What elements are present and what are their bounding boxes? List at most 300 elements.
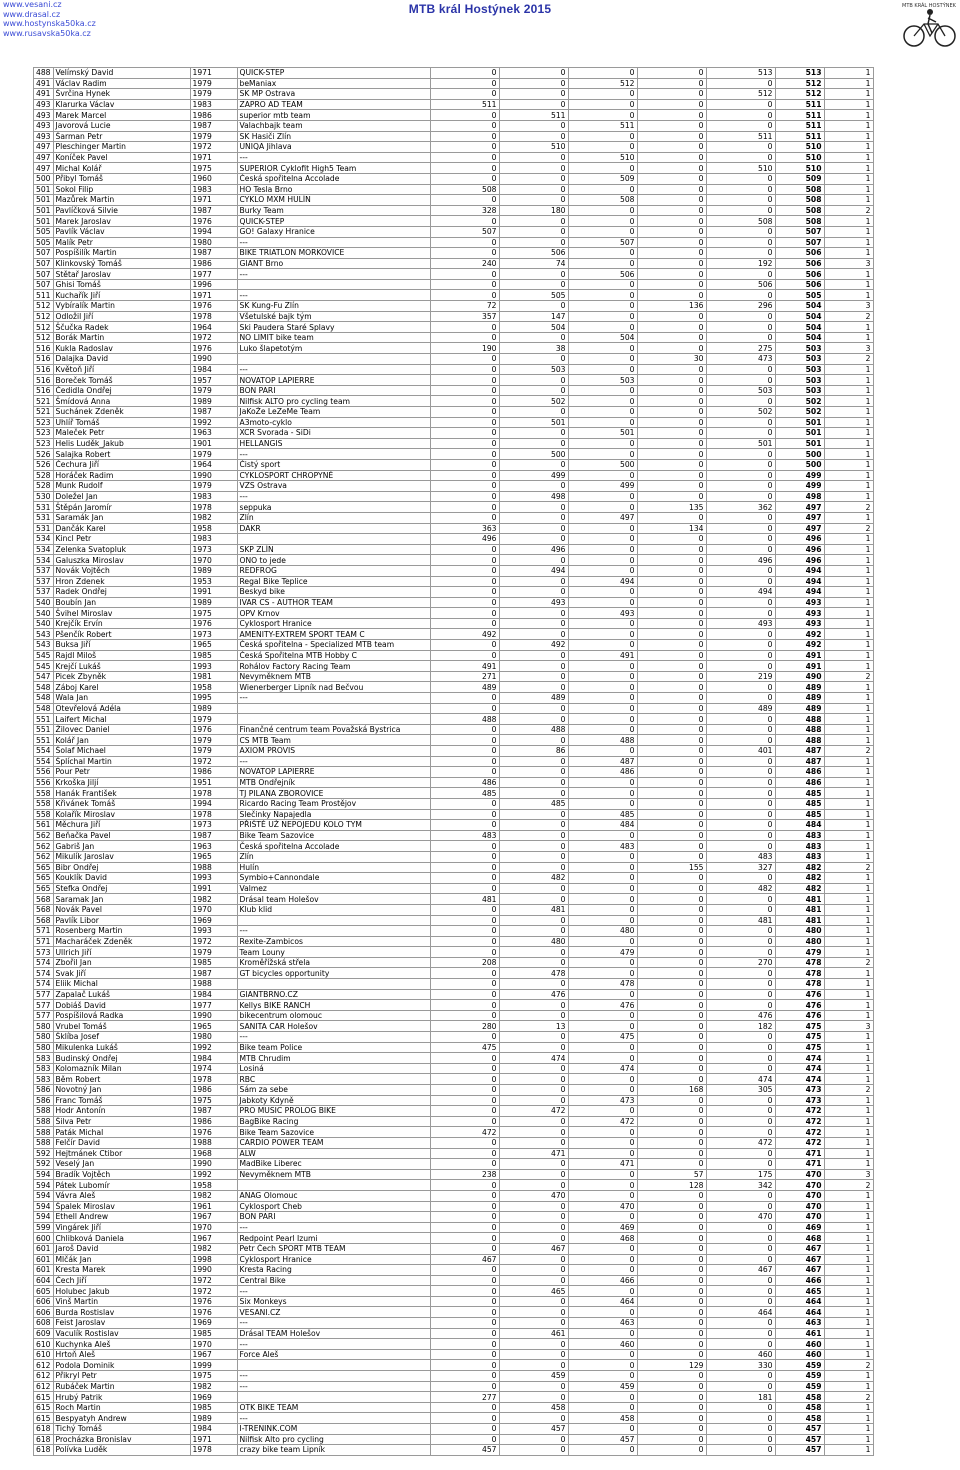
team-cell: --- [237,1381,430,1392]
year-cell: 1985 [190,1328,237,1339]
rank-cell: 615 [34,1392,54,1403]
rank-cell: 512 [34,311,54,322]
race-2-cell: 0 [499,481,568,492]
race-4-cell: 0 [637,724,706,735]
total-points-cell: 508 [775,184,824,195]
team-cell: --- [237,237,430,248]
year-cell: 1996 [190,279,237,290]
race-2-cell: 0 [499,99,568,110]
year-cell: 1970 [190,1222,237,1233]
rank-cell: 516 [34,375,54,386]
race-count-cell: 1 [824,841,873,852]
race-2-cell: 0 [499,534,568,545]
race-1-cell: 0 [430,1116,499,1127]
rank-cell: 610 [34,1339,54,1350]
race-3-cell: 472 [568,1116,637,1127]
year-cell: 1990 [190,1265,237,1276]
race-5-cell: 0 [706,735,775,746]
year-cell: 1989 [190,1413,237,1424]
team-cell: ANAG Olomouc [237,1190,430,1201]
race-count-cell: 1 [824,693,873,704]
race-2-cell: 457 [499,1424,568,1435]
race-2-cell: 0 [499,237,568,248]
table-row [34,173,874,184]
name-cell: Hrubý Patrik [53,1392,190,1403]
race-count-cell: 1 [824,290,873,301]
race-3-cell: 480 [568,926,637,937]
race-2-cell: 0 [499,682,568,693]
total-points-cell: 502 [775,407,824,418]
race-2-cell: 0 [499,1307,568,1318]
team-cell: --- [237,1413,430,1424]
race-5-cell: 0 [706,1159,775,1170]
table-row [34,428,874,439]
name-cell: Vrubel Tomáš [53,1021,190,1032]
team-cell: Drásal TEAM Holešov [237,1328,430,1339]
name-cell: Gabriš Jan [53,841,190,852]
race-2-cell: 86 [499,746,568,757]
table-row [34,534,874,545]
race-1-cell: 0 [430,396,499,407]
race-4-cell: 0 [637,1190,706,1201]
year-cell: 1973 [190,820,237,831]
race-4-cell: 0 [637,1063,706,1074]
race-1-cell: 0 [430,1413,499,1424]
race-count-cell: 1 [824,1063,873,1074]
table-row [34,1286,874,1297]
total-points-cell: 508 [775,195,824,206]
team-cell: Česká spořitelna Accolade [237,173,430,184]
race-5-cell: 0 [706,777,775,788]
name-cell: Křivánek Tomáš [53,798,190,809]
race-5-cell: 0 [706,841,775,852]
year-cell: 1958 [190,1180,237,1191]
race-1-cell: 0 [430,1180,499,1191]
name-cell: Procházka Bronislav [53,1434,190,1445]
race-1-cell: 208 [430,957,499,968]
rank-cell: 606 [34,1296,54,1307]
name-cell: Kuchařík Jiří [53,290,190,301]
table-row [34,343,874,354]
name-cell: Švihel Miroslav [53,608,190,619]
rank-cell: 493 [34,120,54,131]
race-4-cell: 0 [637,671,706,682]
race-4-cell: 0 [637,640,706,651]
race-1-cell: 0 [430,502,499,513]
total-points-cell: 508 [775,216,824,227]
total-points-cell: 494 [775,587,824,598]
race-3-cell: 501 [568,428,637,439]
table-row [34,1349,874,1360]
race-2-cell: 0 [499,809,568,820]
team-cell: OTK BIKE TEAM [237,1402,430,1413]
team-cell: BagBike Racing [237,1116,430,1127]
race-3-cell: 0 [568,1212,637,1223]
year-cell: 1982 [190,1190,237,1201]
team-cell: Wienerberger Lipník nad Bečvou [237,682,430,693]
race-2-cell: 494 [499,565,568,576]
year-cell: 1977 [190,269,237,280]
race-3-cell: 475 [568,1032,637,1043]
race-count-cell: 1 [824,640,873,651]
race-3-cell: 0 [568,184,637,195]
race-count-cell: 3 [824,301,873,312]
name-cell: Malík Petr [53,237,190,248]
table-row [34,724,874,735]
rank-cell: 548 [34,703,54,714]
race-1-cell: 0 [430,883,499,894]
table-row [34,1148,874,1159]
link-rusavska[interactable]: www.rusavska50ka.cz [3,28,91,38]
link-drasal[interactable]: www.drasal.cz [3,9,61,19]
race-3-cell: 0 [568,438,637,449]
race-5-cell: 0 [706,512,775,523]
total-points-cell: 485 [775,798,824,809]
race-5-cell: 496 [706,555,775,566]
year-cell: 1984 [190,1053,237,1064]
race-3-cell: 0 [568,661,637,672]
rank-cell: 528 [34,481,54,492]
race-4-cell: 0 [637,703,706,714]
race-2-cell: 0 [499,1296,568,1307]
team-cell: --- [237,491,430,502]
race-count-cell: 1 [824,470,873,481]
race-3-cell: 0 [568,724,637,735]
table-row [34,1137,874,1148]
race-4-cell: 0 [637,1381,706,1392]
rank-cell: 491 [34,78,54,89]
year-cell: 1964 [190,322,237,333]
table-row [34,746,874,757]
race-1-cell: 0 [430,820,499,831]
race-count-cell: 1 [824,650,873,661]
race-count-cell: 1 [824,703,873,714]
race-count-cell: 1 [824,99,873,110]
rank-cell: 594 [34,1169,54,1180]
race-count-cell: 1 [824,565,873,576]
race-1-cell: 0 [430,68,499,79]
rank-cell: 601 [34,1243,54,1254]
race-2-cell: 482 [499,873,568,884]
race-4-cell: 0 [637,1233,706,1244]
race-1-cell: 511 [430,99,499,110]
race-2-cell: 0 [499,375,568,386]
race-2-cell: 0 [499,820,568,831]
team-cell: Česká spořitelna Accolade [237,841,430,852]
race-1-cell: 0 [430,407,499,418]
table-row [34,1296,874,1307]
race-count-cell: 1 [824,396,873,407]
name-cell: Kresta Marek [53,1265,190,1276]
race-1-cell: 0 [430,1000,499,1011]
rank-cell: 501 [34,195,54,206]
race-2-cell: 0 [499,555,568,566]
name-cell: Budinský Ondřej [53,1053,190,1064]
table-row [34,661,874,672]
rank-cell: 558 [34,788,54,799]
team-cell: QUICK-STEP [237,216,430,227]
race-count-cell: 1 [824,724,873,735]
total-points-cell: 475 [775,1021,824,1032]
year-cell: 1993 [190,926,237,937]
team-cell: Nilfisk ALTO pro cycling team [237,396,430,407]
race-3-cell: 464 [568,1296,637,1307]
race-count-cell: 1 [824,364,873,375]
total-points-cell: 459 [775,1381,824,1392]
total-points-cell: 491 [775,650,824,661]
race-1-cell: 0 [430,131,499,142]
name-cell: Wala Jan [53,693,190,704]
total-points-cell: 511 [775,110,824,121]
year-cell: 1967 [190,1233,237,1244]
race-5-cell: 0 [706,332,775,343]
table-row [34,1328,874,1339]
table-row [34,979,874,990]
team-cell: Kroměřížská střela [237,957,430,968]
race-count-cell: 1 [824,1254,873,1265]
race-5-cell: 0 [706,1445,775,1456]
race-3-cell: 478 [568,979,637,990]
table-row [34,1254,874,1265]
year-cell: 1979 [190,947,237,958]
table-row [34,841,874,852]
race-count-cell: 1 [824,968,873,979]
year-cell: 1961 [190,1201,237,1212]
name-cell: Dobiáš David [53,1000,190,1011]
race-3-cell: 483 [568,841,637,852]
race-5-cell: 470 [706,1212,775,1223]
race-3-cell: 0 [568,301,637,312]
year-cell: 1976 [190,301,237,312]
race-2-cell: 458 [499,1402,568,1413]
race-3-cell: 511 [568,120,637,131]
race-3-cell: 0 [568,565,637,576]
race-1-cell: 0 [430,375,499,386]
race-4-cell: 0 [637,417,706,428]
race-5-cell: 0 [706,968,775,979]
name-cell: Pospíšilík Martin [53,248,190,259]
total-points-cell: 486 [775,777,824,788]
race-3-cell: 0 [568,449,637,460]
race-1-cell: 0 [430,798,499,809]
race-count-cell: 1 [824,1042,873,1053]
name-cell: Klinkovský Tomáš [53,258,190,269]
race-count-cell: 1 [824,1148,873,1159]
team-cell: CYKLOSPORT CHROPYNĚ [237,470,430,481]
race-4-cell: 0 [637,618,706,629]
race-4-cell: 0 [637,777,706,788]
race-2-cell: 0 [499,78,568,89]
table-row [34,279,874,290]
year-cell: 1982 [190,512,237,523]
rank-cell: 497 [34,152,54,163]
race-4-cell: 0 [637,1318,706,1329]
race-3-cell: 0 [568,1010,637,1021]
name-cell: Uhlíř Tomáš [53,417,190,428]
race-5-cell: 0 [706,1042,775,1053]
race-5-cell: 481 [706,915,775,926]
rank-cell: 491 [34,89,54,100]
race-5-cell: 503 [706,385,775,396]
name-cell: Mikulenka Lukáš [53,1042,190,1053]
race-3-cell: 0 [568,502,637,513]
race-2-cell: 147 [499,311,568,322]
total-points-cell: 476 [775,989,824,1000]
team-cell: XCR Svorada - SiDi [237,428,430,439]
race-3-cell: 0 [568,216,637,227]
race-3-cell: 0 [568,968,637,979]
race-count-cell: 1 [824,78,873,89]
race-2-cell: 0 [499,407,568,418]
year-cell: 1963 [190,428,237,439]
race-2-cell: 0 [499,618,568,629]
race-5-cell: 0 [706,1413,775,1424]
race-4-cell: 0 [637,343,706,354]
race-2-cell: 0 [499,926,568,937]
rank-cell: 586 [34,1085,54,1096]
total-points-cell: 483 [775,851,824,862]
race-2-cell: 476 [499,989,568,1000]
race-5-cell: 0 [706,375,775,386]
name-cell: Bradík Vojtěch [53,1169,190,1180]
team-cell: SK Kung-Fu Zlín [237,301,430,312]
race-4-cell: 0 [637,120,706,131]
race-3-cell: 0 [568,640,637,651]
total-points-cell: 470 [775,1212,824,1223]
race-5-cell: 0 [706,1254,775,1265]
table-row [34,693,874,704]
race-5-cell: 0 [706,1190,775,1201]
race-5-cell: 0 [706,1201,775,1212]
race-4-cell: 0 [637,565,706,576]
race-1-cell: 0 [430,1275,499,1286]
table-row [34,1021,874,1032]
race-3-cell: 474 [568,1063,637,1074]
year-cell: 1987 [190,248,237,259]
rank-cell: 592 [34,1148,54,1159]
name-cell: Saramák Jan [53,512,190,523]
total-points-cell: 480 [775,926,824,937]
year-cell: 1986 [190,767,237,778]
year-cell: 1969 [190,915,237,926]
year-cell: 1992 [190,417,237,428]
name-cell: Novák Pavel [53,904,190,915]
race-2-cell: 0 [499,1318,568,1329]
race-4-cell: 0 [637,216,706,227]
total-points-cell: 457 [775,1434,824,1445]
rank-cell: 526 [34,459,54,470]
race-4-cell: 0 [637,1402,706,1413]
link-vesani[interactable]: www.vesani.cz [3,0,62,9]
race-1-cell: 0 [430,322,499,333]
table-row [34,894,874,905]
name-cell: Buksa Jiří [53,640,190,651]
year-cell: 1968 [190,1148,237,1159]
race-1-cell: 0 [430,968,499,979]
race-3-cell: 470 [568,1201,637,1212]
year-cell: 1990 [190,1010,237,1021]
race-5-cell: 0 [706,1381,775,1392]
rank-cell: 545 [34,650,54,661]
rank-cell: 574 [34,957,54,968]
race-4-cell: 0 [637,290,706,301]
race-4-cell: 0 [637,597,706,608]
race-count-cell: 1 [824,1275,873,1286]
race-5-cell: 482 [706,883,775,894]
race-3-cell: 0 [568,343,637,354]
total-points-cell: 473 [775,1085,824,1096]
year-cell: 1988 [190,979,237,990]
year-cell: 1989 [190,597,237,608]
race-2-cell: 0 [499,1265,568,1276]
name-cell: Hanák František [53,788,190,799]
team-cell: Regal Bike Teplice [237,576,430,587]
race-5-cell: 0 [706,544,775,555]
race-count-cell: 1 [824,534,873,545]
team-cell [237,714,430,725]
race-5-cell: 0 [706,894,775,905]
year-cell: 1986 [190,110,237,121]
race-3-cell: 0 [568,1445,637,1456]
team-cell: --- [237,449,430,460]
table-row [34,364,874,375]
race-1-cell: 0 [430,724,499,735]
team-cell: --- [237,926,430,937]
name-cell: Polívka Luděk [53,1445,190,1456]
race-1-cell: 280 [430,1021,499,1032]
race-2-cell: 0 [499,385,568,396]
rank-cell: 608 [34,1318,54,1329]
team-cell [237,979,430,990]
name-cell: Doležel Jan [53,491,190,502]
race-3-cell: 460 [568,1339,637,1350]
race-4-cell: 129 [637,1360,706,1371]
race-1-cell: 0 [430,608,499,619]
race-1-cell: 0 [430,237,499,248]
rank-cell: 588 [34,1127,54,1138]
year-cell: 1984 [190,989,237,1000]
race-4-cell: 0 [637,820,706,831]
race-2-cell: 0 [499,894,568,905]
race-count-cell: 3 [824,1169,873,1180]
year-cell: 1960 [190,173,237,184]
table-row [34,957,874,968]
race-1-cell: 0 [430,767,499,778]
race-4-cell: 0 [637,311,706,322]
race-3-cell: 0 [568,1307,637,1318]
race-2-cell: 499 [499,470,568,481]
race-count-cell: 1 [824,1402,873,1413]
year-cell: 1983 [190,491,237,502]
total-points-cell: 460 [775,1349,824,1360]
team-cell: seppuka [237,502,430,513]
race-4-cell: 0 [637,714,706,725]
link-hostynska[interactable]: www.hostynska50ka.cz [3,19,96,29]
race-3-cell: 508 [568,195,637,206]
team-cell [237,1360,430,1371]
total-points-cell: 494 [775,576,824,587]
total-points-cell: 504 [775,311,824,322]
race-count-cell: 1 [824,142,873,153]
total-points-cell: 482 [775,873,824,884]
name-cell: Laifert Michal [53,714,190,725]
total-points-cell: 506 [775,269,824,280]
total-points-cell: 478 [775,979,824,990]
rank-cell: 588 [34,1106,54,1117]
rank-cell: 516 [34,364,54,375]
race-1-cell: 0 [430,491,499,502]
race-count-cell: 1 [824,173,873,184]
